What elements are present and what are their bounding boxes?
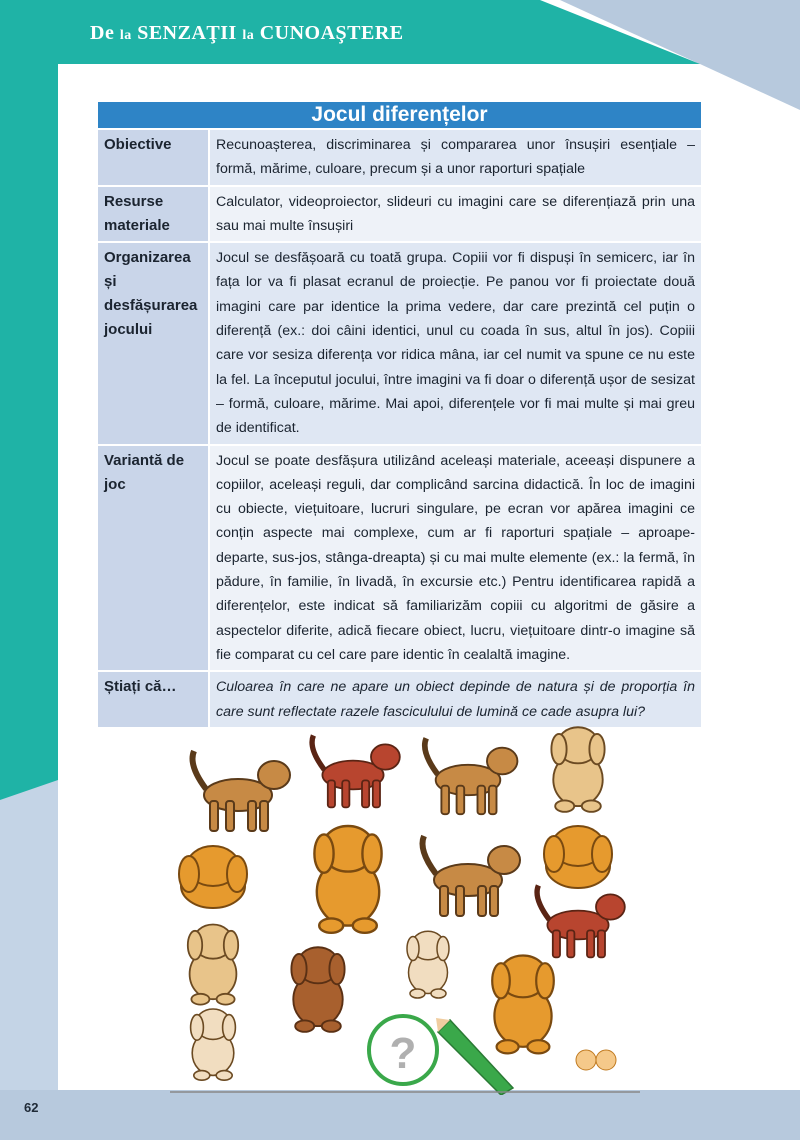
- dog-icon: [551, 727, 604, 812]
- dog-icon: [314, 826, 381, 933]
- row-content: Jocul se poate desfășura utilizând aceleași materiale, aceeași dispunere a copiilor, aceleași reguli, dar complicând sarcina didactică. În loc de imagini cu obiecte, viețuitoare, lucruri singulare, pe ecran vor apărea imagini ce conțin aspecte mai complexe, cum ar fi raporturi spațiale – aproape-departe, sus-jos, stânga-dreapta) și cu mai multe elemente (ex.: la fermă, în pădure, în familie, în livadă, în excursie etc.) Pentru identificarea rapidă a diferențelor, este indicat să familiarizăm copiii cu algoritmi de găsire a aspectelor diferite, adică fiecare obiect, lucru, viețuitoare dintr-o imagine să fie comparat cu cel care pare identic în cealaltă imagine.: [210, 446, 701, 671]
- dogs-illustration: [168, 720, 648, 1095]
- dog-icon: [544, 826, 612, 888]
- dog-icon: [188, 925, 238, 1005]
- table-row: [98, 130, 701, 185]
- row-label: Știați că…: [98, 672, 208, 727]
- dog-icon: [425, 738, 518, 814]
- kids-faces-icon: [576, 1050, 616, 1070]
- dog-icon: [312, 735, 400, 807]
- chapter-title-senzatii: SENZAŢII: [137, 22, 237, 44]
- chapter-title-cunoastere: CUNOAŞTERE: [259, 22, 404, 44]
- dog-icon: [423, 836, 521, 916]
- dog-icon: [191, 1009, 236, 1080]
- game-title: Jocul diferențelor: [98, 102, 701, 128]
- dog-icon: [193, 751, 291, 831]
- row-label: Resurse materiale: [98, 187, 208, 242]
- table-row: [98, 243, 701, 443]
- chapter-title-de: De: [90, 22, 115, 44]
- dog-icon: [537, 885, 625, 957]
- game-table: [98, 102, 701, 727]
- row-content: Calculator, videoproiector, slideuri cu imagini care se diferențiază prin una sau mai multe însușiri: [210, 187, 701, 242]
- row-content: Recunoașterea, discriminarea și compararea unor însușiri esențiale – formă, mărime, culoare, precum și a unor raporturi spațiale: [210, 130, 701, 185]
- table-row: [98, 672, 701, 727]
- row-label: Obiective: [98, 130, 208, 185]
- dog-icon: [291, 947, 344, 1032]
- row-content: Culoarea în care ne apare un obiect depinde de natura și de proporția în care sunt reflectate razele fasciculului de lumină ce cade asupra lui?: [210, 672, 701, 727]
- row-label: Organizarea și desfășurarea jocului: [98, 243, 208, 443]
- question-magnifier-icon: [369, 1016, 437, 1084]
- page-number: 62: [24, 1100, 39, 1115]
- dog-icon: [179, 846, 247, 908]
- chapter-title-la: la: [119, 28, 132, 43]
- row-content: Jocul se desfășoară cu toată grupa. Copiii vor fi dispuși în semicerc, iar în fața lor va fi plasat ecranul de proiecție. Pe panou vor fi proiectate două imagini care par identice la prima vedere, dar care prezintă cel puțin o diferență (ex.: doi câini identici, unul cu coada în sus, altul în jos). Copiii care vor sesiza diferența vor ridica mâna, iar cel numit va spune ce nu este la fel. La începutul jocului, între imagini va fi doar o diferență ușor de sesizat – formă, culoare, mărime. Mai apoi, diferențele vor fi mai multe și mai greu de identificat.: [210, 243, 701, 443]
- chapter-title: [90, 22, 404, 45]
- row-label: Variantă de joc: [98, 446, 208, 671]
- dog-icon: [407, 931, 449, 998]
- svg-text:?: ?: [389, 1029, 417, 1078]
- chapter-title-la: la: [242, 28, 255, 43]
- table-row: [98, 187, 701, 242]
- table-row: [98, 446, 701, 671]
- dog-icon: [492, 956, 554, 1054]
